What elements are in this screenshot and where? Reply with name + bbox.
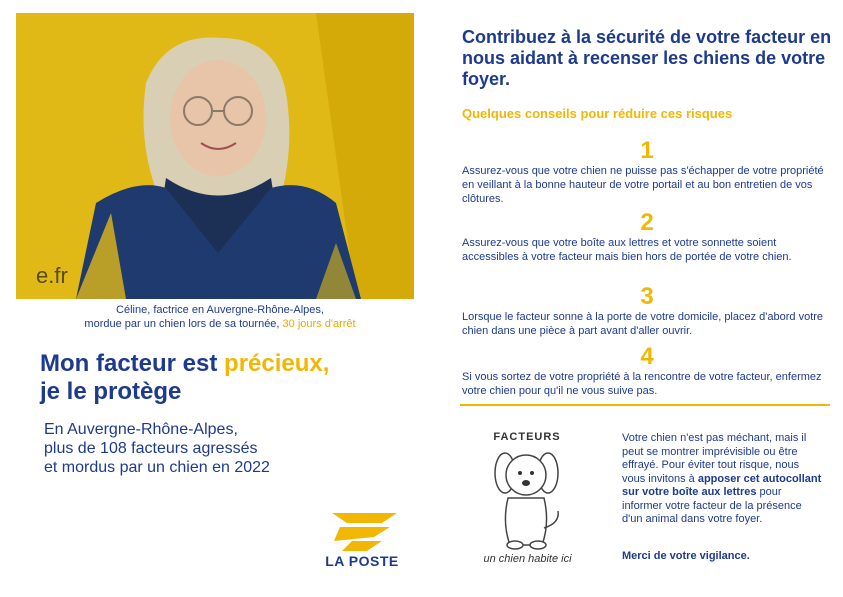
- postwoman-photo: [16, 13, 414, 299]
- sticker-bottom-text: un chien habite ici: [483, 553, 572, 565]
- tip-3: [462, 284, 832, 338]
- tip-text: Assurez-vous que votre boîte aux lettres et votre sonnette soient accessibles à votre facteur mais bien hors de portée de votre chien.: [462, 237, 792, 263]
- photo-caption: [50, 303, 390, 331]
- section-divider: [460, 404, 830, 406]
- postwoman-portrait-icon: [16, 13, 414, 299]
- tip-4: [462, 344, 832, 398]
- la-poste-text: LA POSTE: [325, 553, 399, 569]
- thanks-text: Merci de votre vigilance.: [622, 550, 750, 562]
- caption-days-off: 30 jours d'arrêt: [282, 318, 356, 330]
- caption-line2: mordue par un chien lors de sa tournée,: [84, 318, 283, 330]
- tip-number: 3: [640, 283, 654, 310]
- headline-line2: je le protège: [40, 378, 182, 405]
- sticker-text-p1: Votre chien n'est pas méchant, mais il peut se montrer imprévisible ou être effrayé. Pour éviter tout risque, nous vous invitons à: [622, 432, 807, 485]
- sticker-description: [622, 432, 822, 527]
- tip-number: 1: [640, 137, 654, 164]
- vehicle-text: e.fr: [36, 263, 68, 288]
- tip-text: Assurez-vous que votre chien ne puisse pas s'échapper de votre propriété en veillant à la bonne hauteur de votre portail et au bon entretien de vos clôtures.: [462, 165, 824, 205]
- tip-number: 4: [640, 343, 654, 370]
- sticker-text-bold: apposer cet autocollant sur votre boîte aux lettres: [622, 472, 822, 498]
- sticker-top-text: FACTEURS: [493, 431, 561, 443]
- dog-sticker: [460, 423, 590, 583]
- tip-1: [462, 138, 832, 206]
- tip-2: [462, 210, 832, 264]
- la-poste-bird-icon: [312, 505, 412, 553]
- tips-title: Quelques conseils pour réduire ces risques: [462, 106, 733, 121]
- stat-line2: plus de 108 facteurs agressés: [44, 440, 258, 457]
- stat-line1: En Auvergne-Rhône-Alpes,: [44, 421, 238, 438]
- sticker-text-p2: pour informer votre facteur de la présence d'un animal dans votre foyer.: [622, 486, 802, 525]
- right-title: Contribuez à la sécurité de votre facteur en nous aidant à recenser les chiens de votre foyer.: [462, 27, 832, 89]
- tip-text: Lorsque le facteur sonne à la porte de votre domicile, placez d'abord votre chien dans une pièce à part avant d'aller ouvrir.: [462, 311, 824, 337]
- tip-number: 2: [640, 209, 654, 236]
- la-poste-logo: [312, 505, 412, 575]
- headline: [40, 350, 420, 406]
- tip-text: Si vous sortez de votre propriété à la rencontre de votre facteur, enfermez votre chien pour qu'il ne vous suive pas.: [462, 371, 822, 397]
- headline-part1: Mon facteur est: [40, 350, 225, 377]
- statistic-text: [44, 420, 344, 477]
- caption-line1: Céline, factrice en Auvergne-Rhône-Alpes,: [116, 304, 324, 316]
- headline-accent: précieux,: [224, 350, 330, 377]
- stat-line3: et mordus par un chien en 2022: [44, 459, 270, 476]
